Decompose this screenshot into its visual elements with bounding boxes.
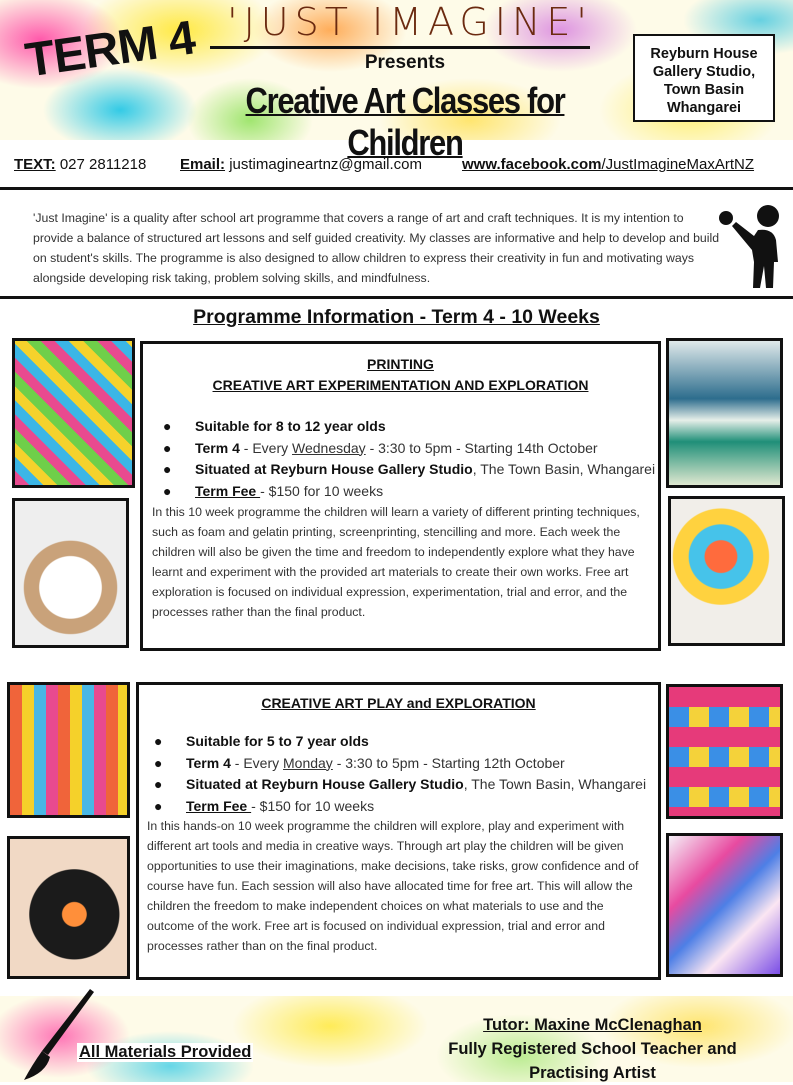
list-item: ● Suitable for 5 to 7 year olds: [134, 731, 654, 753]
class-description: In this hands-on 10 week programme the children will explore, play and experiment with different art tools and media in creative ways. Through art play the children will be given opportunities to use their imaginations, make decisions, take risks, grow confidence and of course have fun. Each session will also have allocated time for free art. This will allow the children the freedom to make independent choices on what materials to use and the outcome of the work. Free art is focused on individual expression, trial and error and processes rather than on the final product.: [147, 819, 639, 953]
art-play-photo-1: [7, 682, 130, 818]
tutor-credential: Practising Artist: [529, 1064, 656, 1082]
tutor-name: Tutor: Maxine McClenaghan: [483, 1016, 702, 1034]
venue-line: Town Basin: [663, 82, 745, 98]
class-panel-art-play: [136, 682, 661, 980]
list-item: ● Term 4 - Every Wednesday - 3:30 to 5pm - Starting 14th October: [143, 438, 658, 460]
list-item: ● Term Fee - $150 for 10 weeks: [143, 481, 658, 503]
venue-line: Gallery Studio,: [652, 64, 756, 80]
bullet-icon: ●: [163, 418, 172, 434]
printing-photo-4: [668, 496, 785, 646]
bullet-icon: ●: [154, 733, 163, 749]
contact-text: [14, 156, 146, 173]
list-item: ● Suitable for 8 to 12 year olds: [143, 416, 658, 438]
panel-heading: PRINTING: [367, 356, 434, 372]
venue-line: Whangarei: [666, 100, 742, 116]
list-item: ● Term Fee - $150 for 10 weeks: [134, 796, 654, 818]
art-play-photo-2: [7, 836, 130, 979]
bullet-icon: ●: [163, 461, 172, 477]
materials-note: All Materials Provided: [79, 1043, 252, 1061]
printing-photo-3: [666, 338, 783, 488]
programme-title: Programme Information - Term 4 - 10 Weeks: [193, 306, 600, 328]
contact-email: [180, 156, 422, 173]
bullet-icon: ●: [163, 439, 172, 456]
list-item: ● Term 4 - Every Monday - 3:30 to 5pm - Starting 12th October: [134, 753, 654, 775]
list-item: ● Situated at Reyburn House Gallery Studio, The Town Basin, Whangarei: [143, 459, 658, 481]
printing-photo-2: [12, 498, 129, 648]
venue-line: Reyburn House: [650, 46, 758, 62]
paintbrush-icon: [18, 985, 98, 1082]
panel-heading: CREATIVE ART EXPERIMENTATION AND EXPLORATION: [212, 377, 589, 393]
brand-underline: [210, 46, 590, 49]
term-label: TERM 4: [22, 11, 198, 88]
page-title: Creative Art Classes for Children: [245, 80, 565, 163]
text-label: TEXT:: [14, 156, 56, 173]
phone-number[interactable]: 027 2811218: [59, 156, 147, 173]
facebook-link[interactable]: [462, 156, 754, 173]
bullet-icon: ●: [163, 482, 172, 499]
bullet-icon: ●: [154, 797, 163, 814]
divider: [0, 296, 793, 299]
bullet-icon: ●: [154, 754, 163, 771]
tutor-credential: Fully Registered School Teacher and: [448, 1040, 737, 1058]
class-details-list: [134, 731, 654, 817]
facebook-path: /JustImagineMaxArtNZ: [601, 156, 755, 173]
class-panel-printing: [140, 341, 661, 651]
facebook-domain: www.facebook.com: [462, 156, 602, 173]
class-description: In this 10 week programme the children will learn a variety of different printing techniques, such as foam and gelatin printing, screenprinting, stencilling and more. Each week the children will also be given the time and freedom to independently explore what they have learnt and experiment with the provided art materials to create their own works. Free art exploration is focused on individual expression, experimentation, trial and error, and the processes rather than the final product.: [152, 505, 640, 619]
class-details-list: [143, 416, 658, 502]
bullet-icon: ●: [154, 776, 163, 792]
tutor-info: [430, 1013, 755, 1085]
brand-title: 'JUST IMAGINE': [227, 0, 593, 44]
art-play-photo-4: [666, 833, 783, 977]
presents-label: Presents: [364, 52, 446, 73]
child-silhouette-icon: [718, 200, 783, 292]
panel-heading: CREATIVE ART PLAY and EXPLORATION: [261, 695, 536, 711]
email-label: Email:: [180, 156, 226, 173]
divider: [0, 187, 793, 190]
art-play-photo-3: [666, 684, 783, 819]
email-link[interactable]: justimagineartnz@gmail.com: [229, 156, 422, 173]
printing-photo-1: [12, 338, 135, 488]
list-item: ● Situated at Reyburn House Gallery Studio, The Town Basin, Whangarei: [134, 774, 654, 796]
venue-box: [633, 34, 775, 122]
intro-paragraph: 'Just Imagine' is a quality after school art programme that covers a range of art and craft techniques. It is my intention to provide a balance of structured art lessons and self guided creativity. My classes are informative and help to develop and build on student's skills. The programme is also designed to allow children to express their creativity in fun and motivating ways alongside developing risk taking, problem solving skills, and mindfulness.: [33, 211, 720, 285]
